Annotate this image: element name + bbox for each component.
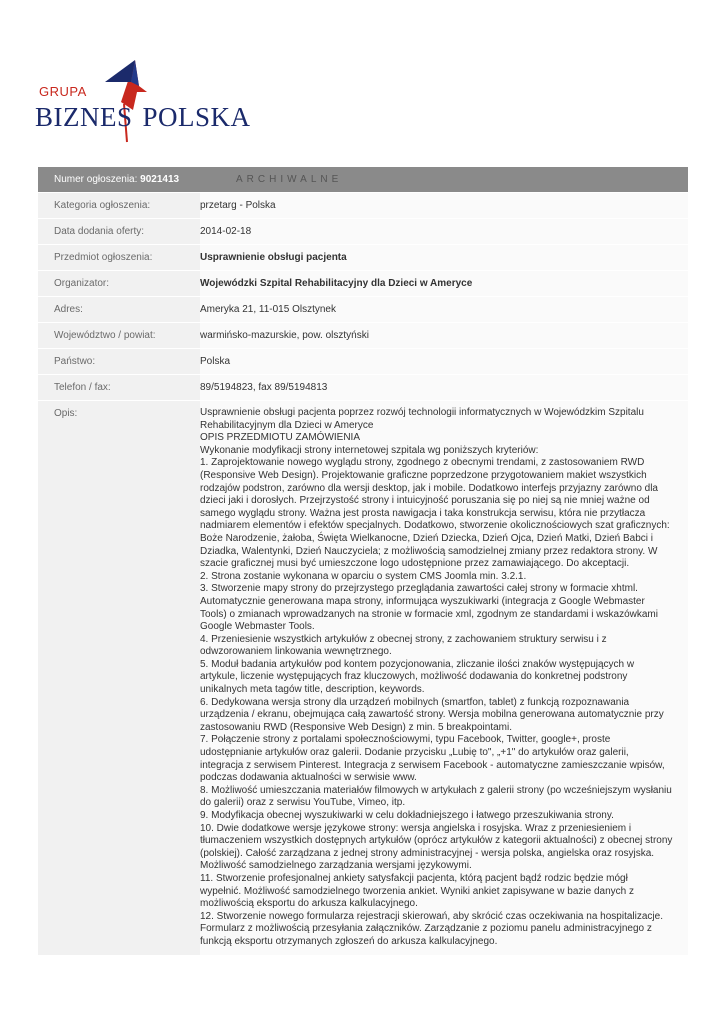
info-row	[38, 271, 688, 296]
description-line: Tools) o zmianach wprowadzanych na stronie w formacie xml, zgodnym ze standardami i wskazówkami	[200, 608, 658, 620]
description-line: 9. Modyfikacja obecnej wyszukiwarki w celu dokładniejszego i łatwego przeszukiwania strony.	[200, 810, 614, 821]
description-line: Google Webmaster Tools.	[200, 621, 315, 633]
description-line: Formularz z możliwością przesyłania załączników. Zarządzanie z poziomu panelu administracyjnego z	[200, 923, 652, 935]
info-row	[38, 349, 688, 374]
info-value: warmińsko-mazurskie, pow. olsztyński	[200, 323, 688, 348]
description-line: (Responsive Web Design). Projektowanie graficzne poprzedzone przygotowaniem makiet wszystkich	[200, 469, 647, 481]
info-row	[38, 193, 688, 218]
description-text	[200, 401, 688, 955]
description-line: odwzorowaniem linkowania wewnętrznego.	[200, 646, 392, 658]
description-line: 2. Strona zostanie wykonana w oparciu o system CMS Joomla min. 3.2.1.	[200, 570, 527, 582]
logo-grupa-text: GRUPA	[39, 84, 87, 99]
grupa-biznes-polska-logo[interactable]	[35, 52, 251, 147]
info-label: Państwo:	[54, 356, 96, 367]
info-row	[38, 245, 688, 270]
description-line: tłumaczeniem wszystkich dostępnych artykułów (oprócz artykułów z kategorii aktualności) z obecnej strony	[200, 835, 673, 847]
info-value: Ameryka 21, 11-015 Olsztynek	[200, 297, 688, 322]
info-row	[38, 297, 688, 322]
description-line: integracja z serwisem Pinterest. Integracja z serwisem Facebook - automatyczne zamieszczanie wpisów,	[200, 759, 665, 771]
description-line: do galerii) oraz z serwisu YouTube, Vimeo, itp.	[200, 797, 406, 809]
description-line: Rehabilitacyjnym dla Dzieci w Ameryce	[200, 419, 374, 431]
description-line: 10. Dwie dodatkowe wersje językowe strony: wersja angielska i rosyjska. Wraz z przeniesieniem i	[200, 822, 632, 834]
description-line: 7. Połączenie strony z portalami społecznościowymi, typu Facebook, Twitter, google+, proste	[200, 734, 611, 746]
description-line: 4. Przeniesienie wszystkich artykułów z obecnej strony, z zachowaniem struktury serwisu i z	[200, 633, 607, 645]
description-line: urządzenia / ekranu, obejmująca całą zawartość strony. Wersja mobilna generowana automatycznie przy	[200, 709, 664, 721]
description-line: unikalnych meta tagów title, description, keywords.	[200, 684, 425, 696]
description-line: (polskiej). Całość zarządzana z jednej strony administracyjnej - wersja polska, angielska oraz rosyjska.	[200, 847, 655, 859]
info-value: Polska	[200, 349, 688, 374]
description-line: 1. Zaprojektowanie nowego wyglądu strony, zgodnego z obecnymi trendami, z zastosowaniem RWD	[200, 457, 645, 469]
info-label: Data dodania oferty:	[54, 226, 145, 237]
description-line: zastosowaniu RWD (Responsive Web Design) z min. 5 breakpointami.	[200, 721, 512, 733]
description-label: Opis:	[54, 408, 78, 419]
description-line: funkcją eksportu otrzymanych zgłoszeń do arkusza kalkulacyjnego.	[200, 935, 498, 947]
description-line: udostępnianie artykułów oraz galerii. Dodanie przycisku „Lubię to", „+1" do artykułów oraz galerii,	[200, 747, 629, 759]
description-line: Automatycznie generowana mapa strony, informująca wyszukiwarki (integracja z Google Webmaster	[200, 595, 645, 607]
info-row	[38, 375, 688, 400]
description-line: rodzajów podstron, zarówno dla wersji desktop, jak i mobile. Dodatkowo interfejs przyjazny zarówno dla	[200, 482, 658, 494]
description-line: 12. Stworzenie nowego formularza rejestracji skierowań, aby skrócić czas oczekiwania na hospitalizacje.	[200, 910, 663, 922]
info-row	[38, 323, 688, 348]
info-label: Organizator:	[54, 278, 110, 289]
description-line: 5. Moduł badania artykułów pod kontem pozycjonowania, zliczanie ilości znaków występujących w	[200, 658, 635, 670]
info-row	[38, 219, 688, 244]
info-label: Adres:	[54, 304, 83, 315]
info-label: Telefon / fax:	[54, 382, 111, 393]
announcement-header-row	[38, 167, 688, 192]
info-value: Wojewódzki Szpital Rehabilitacyjny dla Dzieci w Ameryce	[200, 271, 688, 296]
description-line: możliwością eksportu do arkusza kalkulacyjnego.	[200, 898, 418, 910]
announcement-number: Numer ogłoszenia: 9021413	[54, 174, 180, 185]
description-line: OPIS PRZEDMIOTU ZAMÓWIENIA	[200, 432, 361, 444]
description-line: 8. Możliwość umieszczania materiałów filmowych w artykułach z galerii strony (po wcześniejszym wysłaniu	[200, 784, 672, 796]
description-line: Boże Narodzenie, żałoba, Święta Wielkanocne, Dzień Dziecka, Dzień Ojca, Dzień Matki, Dzień Babci i	[200, 532, 653, 544]
description-line: nadmiarem elementów i efektów specjalnych. Dodatkowo, stworzenie okolicznościowych szat graficznych:	[200, 520, 670, 532]
description-line: 3. Stworzenie mapy strony do przejrzystego przeglądania zawartości całej strony w formacie xhtml.	[200, 583, 638, 595]
description-line: Wykonanie modyfikacji strony internetowej szpitala wg poniższych kryteriów:	[200, 444, 539, 456]
description-row	[38, 401, 688, 955]
description-line: artykule, liczenie występujących fraz kluczowych, możliwość dodawania do konkretnej podstrony	[200, 671, 628, 683]
description-line: podczas dodawania aktualności w serwisie www.	[200, 772, 417, 784]
description-line: samego wyglądu strony. Ważna jest prosta nawigacja i taka konstrukcja serwisu, która nie przytłacza	[200, 507, 646, 519]
description-line: Dziadka, Walentynki, Dzień Nauczyciela; z możliwością samodzielnej zmiany przez redaktora strony. W	[200, 545, 658, 557]
description-line: szacie graficznej musi być umieszczone logo udostępnione przez zamawiającego. Do akceptacji.	[200, 558, 630, 570]
info-value: 2014-02-18	[200, 219, 688, 244]
info-label: Kategoria ogłoszenia:	[54, 200, 151, 211]
description-line: dzieci jaki i dorosłych. Przejrzystość strony i intuicyjność poruszania się po niej są nie mniej ważne od	[200, 495, 650, 507]
description-line: wypełnić. Możliwość samodzielnego tworzenia ankiet. Wyniki ankiet zapisywane w bazie danych z	[200, 885, 634, 897]
info-label: Przedmiot ogłoszenia:	[54, 252, 153, 263]
description-line: Usprawnienie obsługi pacjenta poprzez rozwój technologii informatycznych w Wojewódzkim Szpitalu	[200, 407, 644, 418]
info-value: przetarg - Polska	[200, 193, 688, 218]
logo-main-text: BIZNES POLSKA	[35, 102, 251, 132]
archive-status: ARCHIWALNE	[200, 167, 688, 192]
info-value: 89/5194823, fax 89/5194813	[200, 375, 688, 400]
description-line: 11. Stworzenie profesjonalnej ankiety satysfakcji pacjenta, którą pacjent bądź rodzic będzie mógł	[200, 872, 628, 884]
info-value: Usprawnienie obsługi pacjenta	[200, 245, 688, 270]
description-line: 6. Dedykowana wersja strony dla urządzeń mobilnych (smartfon, tablet) z funkcją rozpoznawania	[200, 696, 630, 708]
info-label: Województwo / powiat:	[54, 330, 156, 341]
announcement-table	[38, 167, 688, 956]
description-line: Możliwość samodzielnego zarządzania wersjami językowymi.	[200, 860, 472, 872]
